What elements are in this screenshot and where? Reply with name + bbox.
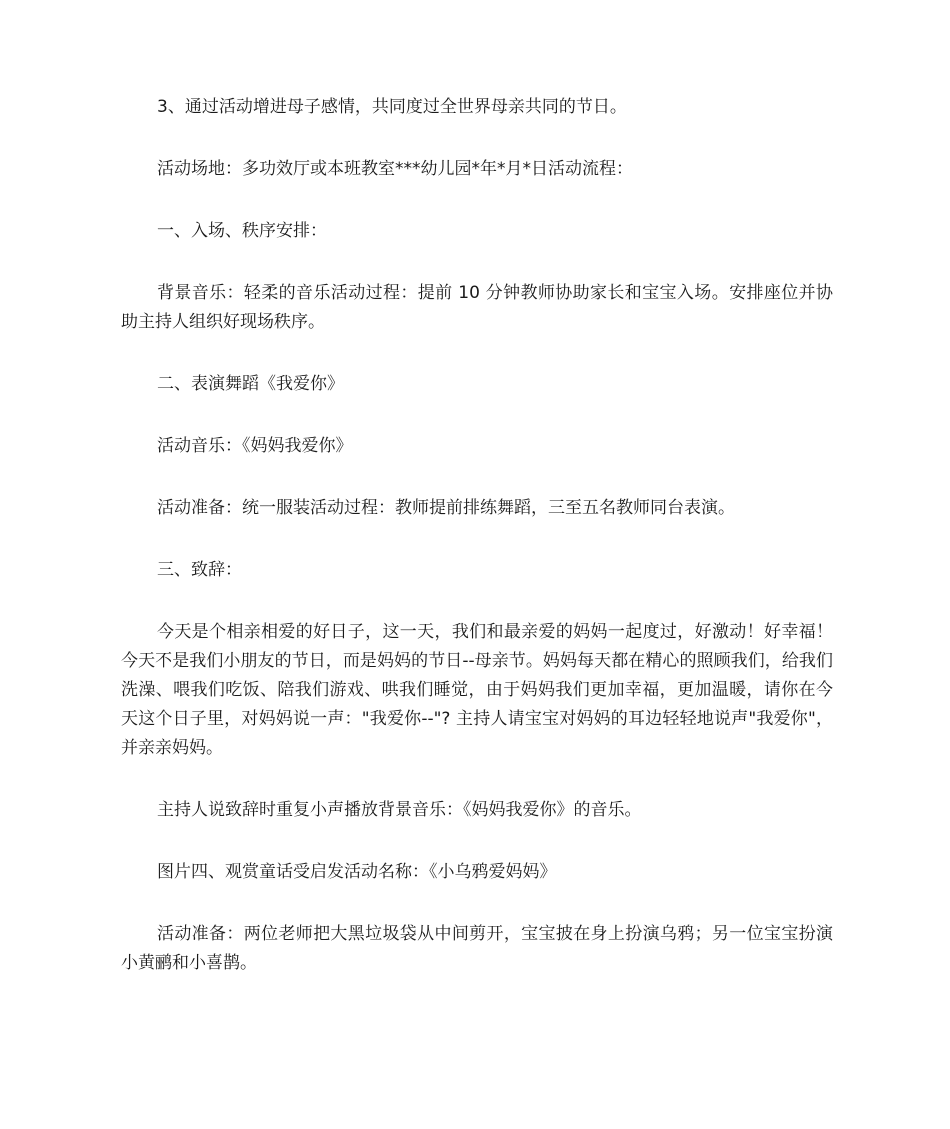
paragraph-venue: 活动场地：多功效厅或本班教室***幼儿园*年*月*日活动流程： [157, 159, 633, 179]
paragraph-goal-3: 3、通过活动增进母子感情，共同度过全世界母亲共同的节日。 [157, 97, 627, 117]
heading-section-1: 一、入场、秩序安排： [157, 221, 327, 241]
heading-section-3: 三、致辞： [157, 560, 242, 580]
paragraph-host-music: 主持人说致辞时重复小声播放背景音乐：《妈妈我爱你》的音乐。 [157, 800, 642, 820]
document-body [121, 93, 833, 1011]
heading-section-4: 图片四、观赏童话受启发活动名称：《小乌鸦爱妈妈》 [157, 862, 557, 882]
heading-section-2: 二、表演舞蹈《我爱你》 [157, 374, 344, 394]
paragraph-speech: 今天是个相亲相爱的好日子，这一天，我们和最亲爱的妈妈一起度过，好激动！好幸福！今天不是我们小朋友的节日，而是妈妈的节日--母亲节。妈妈每天都在精心的照顾我们，给我们洗澡、喂我们吃饭、陪我们游戏、哄我们睡觉，由于妈妈我们更加幸福，更加温暖，请你在今天这个日子里，对妈妈说一声："我爱你--"? 主持人请宝宝对妈妈的耳边轻轻地说声"我爱你"，并亲亲妈妈。 [121, 622, 833, 758]
paragraph-background-music: 背景音乐：轻柔的音乐活动过程：提前 10 分钟教师协助家长和宝宝入场。安排座位并协助主持人组织好现场秩序。 [121, 283, 833, 332]
paragraph-activity-preparation: 活动准备：统一服装活动过程：教师提前排练舞蹈，三至五名教师同台表演。 [157, 498, 735, 518]
paragraph-activity-music: 活动音乐：《妈妈我爱你》 [157, 436, 353, 456]
paragraph-story-preparation: 活动准备：两位老师把大黑垃圾袋从中间剪开，宝宝披在身上扮演乌鸦；另一位宝宝扮演小黄鹂和小喜鹊。 [121, 924, 833, 973]
